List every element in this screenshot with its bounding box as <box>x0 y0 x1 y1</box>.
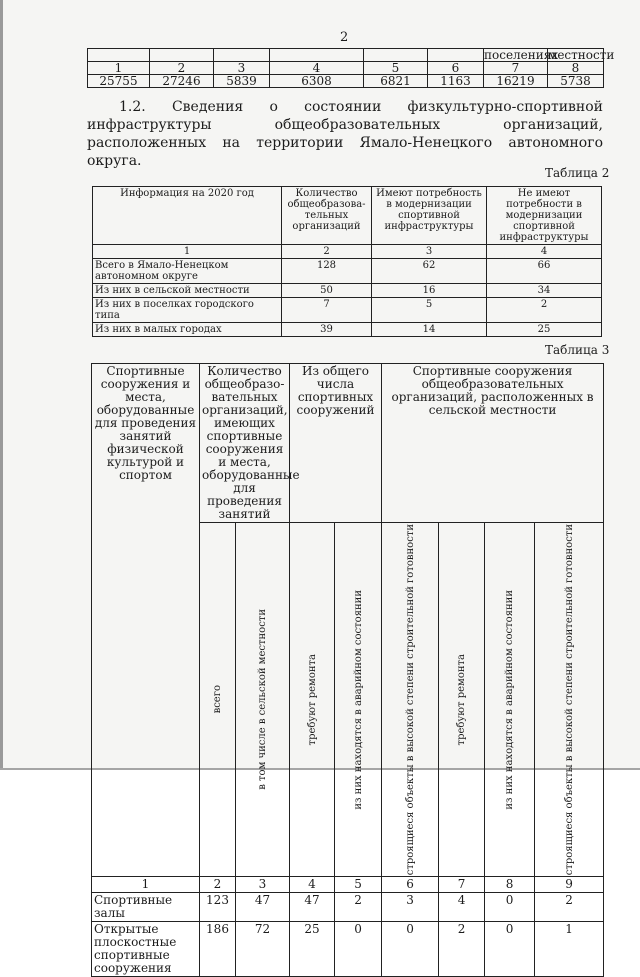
table-3-cell: 1 <box>535 922 604 977</box>
table-3-subheader: из них находятся в аварийном состоянии <box>504 589 516 810</box>
table-3 <box>91 363 604 977</box>
table-1-header-cell: поселениях <box>484 47 559 62</box>
table-3-index-cell: 6 <box>382 877 439 893</box>
table-1-value-cell: 6308 <box>270 75 364 88</box>
table-3-cell: 186 <box>200 922 236 977</box>
table-1-values-row <box>88 75 604 88</box>
table-1-header-cell: местности <box>548 47 615 62</box>
table-3-cell: 0 <box>335 922 382 977</box>
table-3-header-rural-facilities: Спортивные сооружения общеобразовательных организаций, расположенных в сельской местности <box>382 364 604 523</box>
table-2-cell: 34 <box>487 284 602 298</box>
table-3-header-organizations: Количество общеобразо-вательных организаций, имеющих спортивные сооружения и места, оборудованные для проведения занятий <box>200 364 290 523</box>
table-1-header-cell <box>150 49 214 62</box>
table-3-subheader: всего <box>212 685 223 714</box>
table-3-index-cell: 7 <box>439 877 485 893</box>
table-3-index-cell: 5 <box>335 877 382 893</box>
table-row <box>92 893 604 922</box>
table-2-index-row <box>93 245 602 259</box>
table-1-header-cell <box>364 49 428 62</box>
table-2-row-label: Из них в сельской местности <box>93 284 282 298</box>
table-2-cell: 7 <box>282 298 372 323</box>
table-2-row-label: Из них в малых городах <box>93 323 282 337</box>
table-3-header-total-facilities: Из общего числа спортивных сооружений <box>290 364 382 523</box>
table-1-header-cell <box>428 49 484 62</box>
table-3-header-row <box>92 364 604 523</box>
table-3-subheader: требуют ремонта <box>306 653 318 746</box>
table-2-cell: 25 <box>487 323 602 337</box>
table-3-subheader: строящиеся объекты в высокой степени строительной готовности <box>404 524 416 876</box>
table-1-header-cell <box>214 49 270 62</box>
table-2-index-cell: 4 <box>487 245 602 259</box>
table-1-index-cell: 1 <box>88 62 150 75</box>
table-1-index-cell: 5 <box>364 62 428 75</box>
table-1-index-cell: 3 <box>214 62 270 75</box>
table-2-caption: Таблица 2 <box>545 166 610 180</box>
section-title: 1.2. Сведения о состоянии физкультурно-спортивной инфраструктуры общеобразовательных организаций, расположенных на территории Ямало-Ненецкого автономного округа. <box>87 99 603 169</box>
table-1-value-cell: 6821 <box>364 75 428 88</box>
table-3-cell: 3 <box>382 893 439 922</box>
table-1-header-row <box>88 49 604 62</box>
table-1-header-cell <box>270 49 364 62</box>
table-2-cell: 62 <box>372 259 487 284</box>
table-3-index-cell: 2 <box>200 877 236 893</box>
table-1-value-cell: 27246 <box>150 75 214 88</box>
page-number: 2 <box>340 30 349 45</box>
table-2-cell: 50 <box>282 284 372 298</box>
table-3-cell: 2 <box>535 893 604 922</box>
table-3-cell: 0 <box>485 922 535 977</box>
table-2-header-cell: Имеют потребность в модернизации спортивной инфраструктуры <box>372 187 487 245</box>
table-3-cell: 47 <box>290 893 335 922</box>
table-2-index-cell: 2 <box>282 245 372 259</box>
table-3-subheader: строящиеся объекты в высокой степени строительной готовности <box>563 524 575 876</box>
table-2-row-label: Из них в поселках городского типа <box>93 298 282 323</box>
table-3-index-cell: 4 <box>290 877 335 893</box>
table-1-value-cell: 5839 <box>214 75 270 88</box>
table-1-value-cell: 5738 <box>548 75 604 88</box>
table-3-cell: 4 <box>439 893 485 922</box>
table-2-cell: 39 <box>282 323 372 337</box>
table-1-index-cell: 8 <box>548 62 604 75</box>
table-2-header-row <box>93 187 602 245</box>
table-1-continuation <box>87 47 615 88</box>
table-row <box>93 284 602 298</box>
table-3-row-label: Открытые плоскостные спортивные сооружения <box>92 922 200 977</box>
table-3-cell: 0 <box>382 922 439 977</box>
table-1-index-cell: 6 <box>428 62 484 75</box>
scan-edge-shadow <box>0 0 3 770</box>
table-3-cell: 2 <box>439 922 485 977</box>
table-1-index-cell: 7 <box>484 62 548 75</box>
table-3-index-cell: 1 <box>92 877 200 893</box>
table-3-cell: 0 <box>485 893 535 922</box>
table-3-index-cell: 9 <box>535 877 604 893</box>
table-1-index-cell: 4 <box>270 62 364 75</box>
table-2-index-cell: 3 <box>372 245 487 259</box>
table-2-cell: 66 <box>487 259 602 284</box>
table-2-header-cell: Информация на 2020 год <box>93 187 282 245</box>
table-3-index-row <box>92 877 604 893</box>
table-3-index-cell: 8 <box>485 877 535 893</box>
table-2-cell: 14 <box>372 323 487 337</box>
table-3-subheader: из них находятся в аварийном состоянии <box>352 589 364 810</box>
table-2-cell: 5 <box>372 298 487 323</box>
table-3-header-facilities: Спортивные сооружения и места, оборудованные для проведения занятий физической культурой и спортом <box>92 364 200 877</box>
table-row <box>93 259 602 284</box>
table-3-index-cell: 3 <box>236 877 290 893</box>
table-2-row-label: Всего в Ямало-Ненецком автономном округе <box>93 259 282 284</box>
table-1-header-cell <box>88 49 150 62</box>
table-3-caption: Таблица 3 <box>545 343 610 357</box>
table-2-cell: 2 <box>487 298 602 323</box>
table-row <box>92 922 604 977</box>
table-2-header-cell: Не имеют потребности в модернизации спортивной инфраструктуры <box>487 187 602 245</box>
table-3-cell: 25 <box>290 922 335 977</box>
table-3-cell: 123 <box>200 893 236 922</box>
table-3-cell: 2 <box>335 893 382 922</box>
table-row <box>93 298 602 323</box>
table-2-index-cell: 1 <box>93 245 282 259</box>
table-1-value-cell: 25755 <box>88 75 150 88</box>
table-1-value-cell: 1163 <box>428 75 484 88</box>
table-3-cell: 72 <box>236 922 290 977</box>
table-2 <box>92 186 602 337</box>
table-2-header-cell: Количество общеобразова-тельных организаций <box>282 187 372 245</box>
table-1-index-row <box>88 62 604 75</box>
table-1-value-cell: 16219 <box>484 75 548 88</box>
table-2-cell: 128 <box>282 259 372 284</box>
table-1-index-cell: 2 <box>150 62 214 75</box>
table-row <box>93 323 602 337</box>
table-3-subheader: требуют ремонта <box>456 653 468 746</box>
table-3-row-label: Спортивные залы <box>92 893 200 922</box>
table-3-subheader: в том числе в сельской местности <box>257 609 268 791</box>
table-3-cell: 47 <box>236 893 290 922</box>
table-2-cell: 16 <box>372 284 487 298</box>
